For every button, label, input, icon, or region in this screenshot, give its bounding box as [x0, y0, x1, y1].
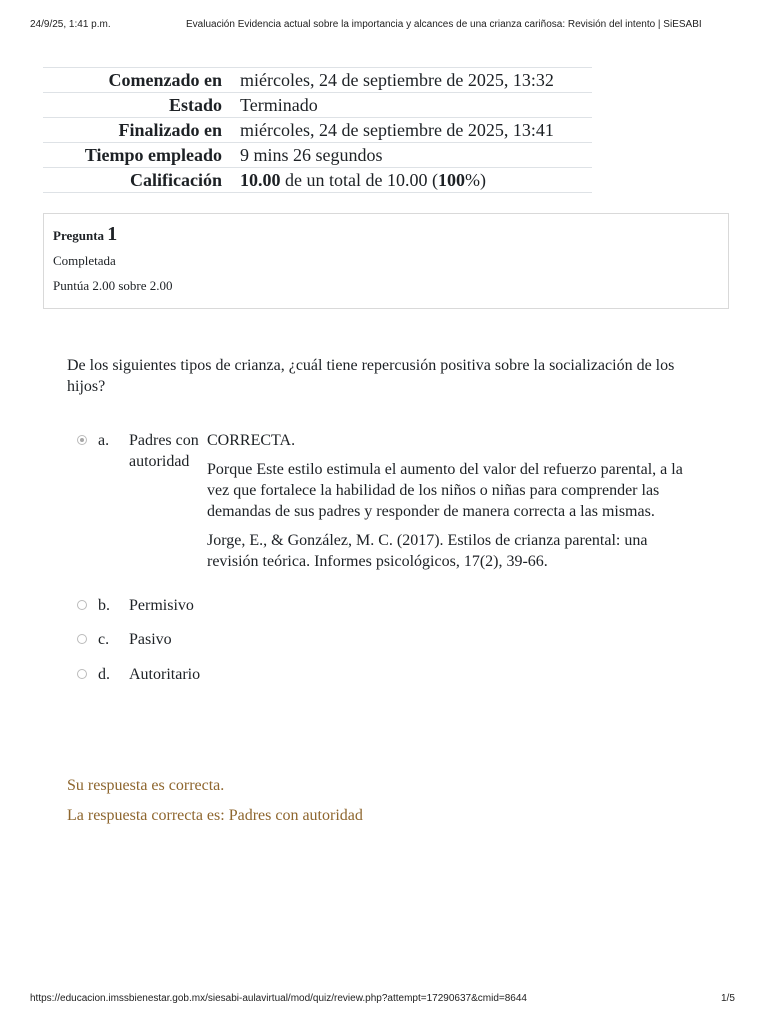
- question-outcome: [67, 775, 363, 835]
- grade-score: 10.00: [240, 169, 281, 190]
- answer-list: [67, 430, 707, 685]
- answer-letter: d.: [98, 666, 110, 683]
- summary-value: 9 mins 26 segundos: [240, 143, 592, 168]
- answer-label: Autoritario: [129, 666, 201, 683]
- summary-label: Finalizado en: [43, 118, 240, 143]
- answer-option-b[interactable]: [67, 595, 707, 616]
- answer-letter: a.: [98, 432, 110, 449]
- print-date: 24/9/25, 1:41 p.m.: [30, 19, 111, 30]
- answer-option-a[interactable]: [67, 430, 707, 580]
- feedback-explanation: Porque Este estilo estimula el aumento del valor del refuerzo parental, a la vez que fortalece la habilidad de los niños o niñas para comprender las demandas de sus padres y responder de manera correcta a las mismas.: [207, 461, 683, 520]
- summary-row: [43, 93, 592, 118]
- summary-row: [43, 68, 592, 93]
- summary-label: Estado: [43, 93, 240, 118]
- summary-label: Tiempo empleado: [43, 143, 240, 168]
- summary-value: miércoles, 24 de septiembre de 2025, 13:32: [240, 68, 592, 93]
- page-url: https://educacion.imssbienestar.gob.mx/siesabi-aulavirtual/mod/quiz/review.php?attempt=17290637&cmid=8644: [30, 993, 527, 1004]
- feedback-verdict: CORRECTA.: [207, 432, 296, 449]
- feedback-reference: Jorge, E., & González, M. C. (2017). Estilos de crianza parental: una revisión teórica. Informes psicológicos, 17(2), 39-66.: [207, 532, 648, 570]
- answer-label: Pasivo: [129, 631, 172, 648]
- answer-feedback: [207, 430, 697, 580]
- grade-value: [240, 168, 592, 193]
- question-info-box: [43, 213, 729, 309]
- summary-row: [43, 168, 592, 193]
- summary-value: miércoles, 24 de septiembre de 2025, 13:41: [240, 118, 592, 143]
- outcome-feedback: Su respuesta es correcta.: [67, 777, 225, 794]
- summary-row: [43, 118, 592, 143]
- question-label: Pregunta: [53, 228, 105, 243]
- grade-end: %): [464, 169, 486, 190]
- radio-button[interactable]: [77, 600, 87, 610]
- answer-option-c[interactable]: [67, 629, 707, 650]
- answer-label: Padres con autoridad: [129, 432, 199, 470]
- radio-button[interactable]: [77, 634, 87, 644]
- answer-letter: c.: [98, 631, 110, 648]
- right-answer: La respuesta correcta es: Padres con autoridad: [67, 807, 363, 824]
- page-counter: 1/5: [721, 993, 735, 1004]
- summary-row: [43, 143, 592, 168]
- radio-button[interactable]: [77, 669, 87, 679]
- radio-button-checked[interactable]: [77, 435, 87, 445]
- attempt-summary-table: [43, 67, 592, 193]
- question-number-value: 1: [107, 223, 118, 245]
- answer-letter: b.: [98, 597, 110, 614]
- summary-label: Calificación: [43, 168, 240, 193]
- question-number: [53, 223, 719, 246]
- question-grade: Puntúa 2.00 sobre 2.00: [53, 278, 173, 293]
- grade-total: de un total de 10.00 (: [280, 169, 438, 190]
- grade-percent: 100: [437, 169, 465, 190]
- answer-label: Permisivo: [129, 597, 194, 614]
- print-title: Evaluación Evidencia actual sobre la importancia y alcances de una crianza cariñosa: Revisión del intento | SiESABI: [186, 19, 702, 30]
- question-state: Completada: [53, 253, 116, 268]
- summary-label: Comenzado en: [43, 68, 240, 93]
- answer-option-d[interactable]: [67, 664, 707, 685]
- summary-value: Terminado: [240, 93, 592, 118]
- question-text: De los siguientes tipos de crianza, ¿cuál tiene repercusión positiva sobre la socialización de los hijos?: [67, 357, 675, 395]
